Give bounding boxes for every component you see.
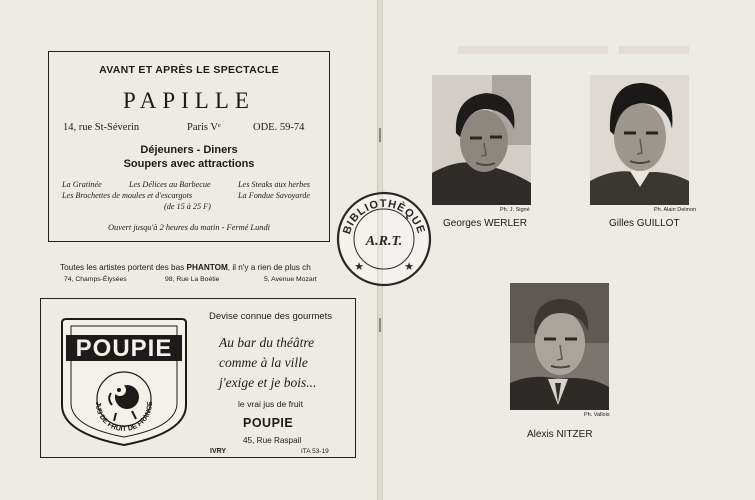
portrait-image — [590, 75, 689, 205]
papille-name: PAPILLE — [123, 88, 255, 113]
papille-phone: ODE. 59-74 — [253, 122, 305, 133]
poupie-brand: POUPIE — [243, 416, 294, 430]
papille-headline: AVANT ET APRÈS LE SPECTACLE — [99, 64, 279, 76]
poupie-address: 45, Rue Raspail — [243, 436, 302, 445]
phantom-brand: PHANTOM — [186, 263, 228, 272]
stamp-center-text: A.R.T. — [365, 234, 403, 249]
poupie-logo-text: POUPIE — [75, 335, 173, 362]
menu-item: La Fondue Savoyarde — [238, 191, 311, 200]
papille-meals-line1: Déjeuners - Diners — [140, 144, 238, 156]
binding-stitch — [379, 128, 381, 142]
phantom-ad — [60, 263, 311, 272]
poupie-motto: Devise connue des gourmets — [209, 311, 333, 322]
phantom-address: 98, Rue La Boétie — [165, 276, 220, 283]
poupie-tagline: le vrai jus de fruit — [238, 399, 303, 409]
actor-name: Georges WERLER — [443, 218, 527, 229]
papille-hours: Ouvert jusqu'à 2 heures du matin - Fermé Lundi — [108, 223, 270, 232]
phantom-address: 74, Champs-Élysées — [64, 276, 127, 283]
poupie-town: IVRY — [210, 448, 227, 455]
papille-meals-line2: Soupers avec attractions — [123, 158, 255, 170]
portrait-image — [510, 283, 609, 410]
menu-price: (de 15 à 25 F) — [164, 202, 211, 211]
bleed-through-text — [619, 46, 689, 54]
star-icon: ★ — [404, 261, 414, 273]
papille-city: Paris Vᵉ — [187, 122, 221, 133]
menu-item: Les Délices au Barbecue — [129, 180, 211, 189]
binding-stitch — [379, 318, 381, 332]
phantom-text-before: Toutes les artistes portent des bas — [60, 263, 187, 272]
photo-credit: Ph. J. Signé — [500, 207, 530, 213]
photo-credit: Ph. Alain Delmon — [654, 207, 697, 213]
menu-item: Les Steaks aux herbes — [238, 180, 311, 189]
menu-item: Les Brochettes de moules et d'escargots — [62, 191, 193, 200]
poupie-ref: ITA 53-19 — [301, 448, 329, 455]
phantom-address: 5, Avenue Mozart — [264, 276, 317, 283]
poupie-logo — [56, 313, 192, 449]
actor-photo-guillot — [590, 75, 689, 205]
photo-credit: Ph. Vallois — [584, 412, 610, 418]
poupie-script-line: j'exige et je bois... — [219, 375, 317, 390]
stamp-top-text: BIBLIOTHÈQUE — [340, 197, 428, 236]
papille-address: 14, rue St-Séverin — [63, 122, 140, 133]
poupie-script-line: comme à la ville — [219, 355, 308, 370]
phantom-text-after: , il n'y a rien de plus ch — [227, 263, 311, 272]
bleed-through-text — [458, 46, 608, 54]
poupie-ad — [40, 298, 356, 458]
actor-photo-werler — [432, 75, 531, 205]
actor-name: Alexis NITZER — [527, 429, 593, 440]
actor-name: Gilles GUILLOT — [609, 218, 680, 229]
poupie-script-line: Au bar du théâtre — [219, 335, 315, 350]
papille-ad — [48, 51, 330, 242]
star-icon: ★ — [354, 261, 364, 273]
poupie-logo-circle-text: JUS DE FRUIT DE FRANCE — [93, 401, 155, 434]
actor-photo-nitzer — [510, 283, 609, 410]
menu-item: La Gratinée — [62, 180, 102, 189]
library-stamp — [335, 190, 433, 288]
portrait-image — [432, 75, 531, 205]
